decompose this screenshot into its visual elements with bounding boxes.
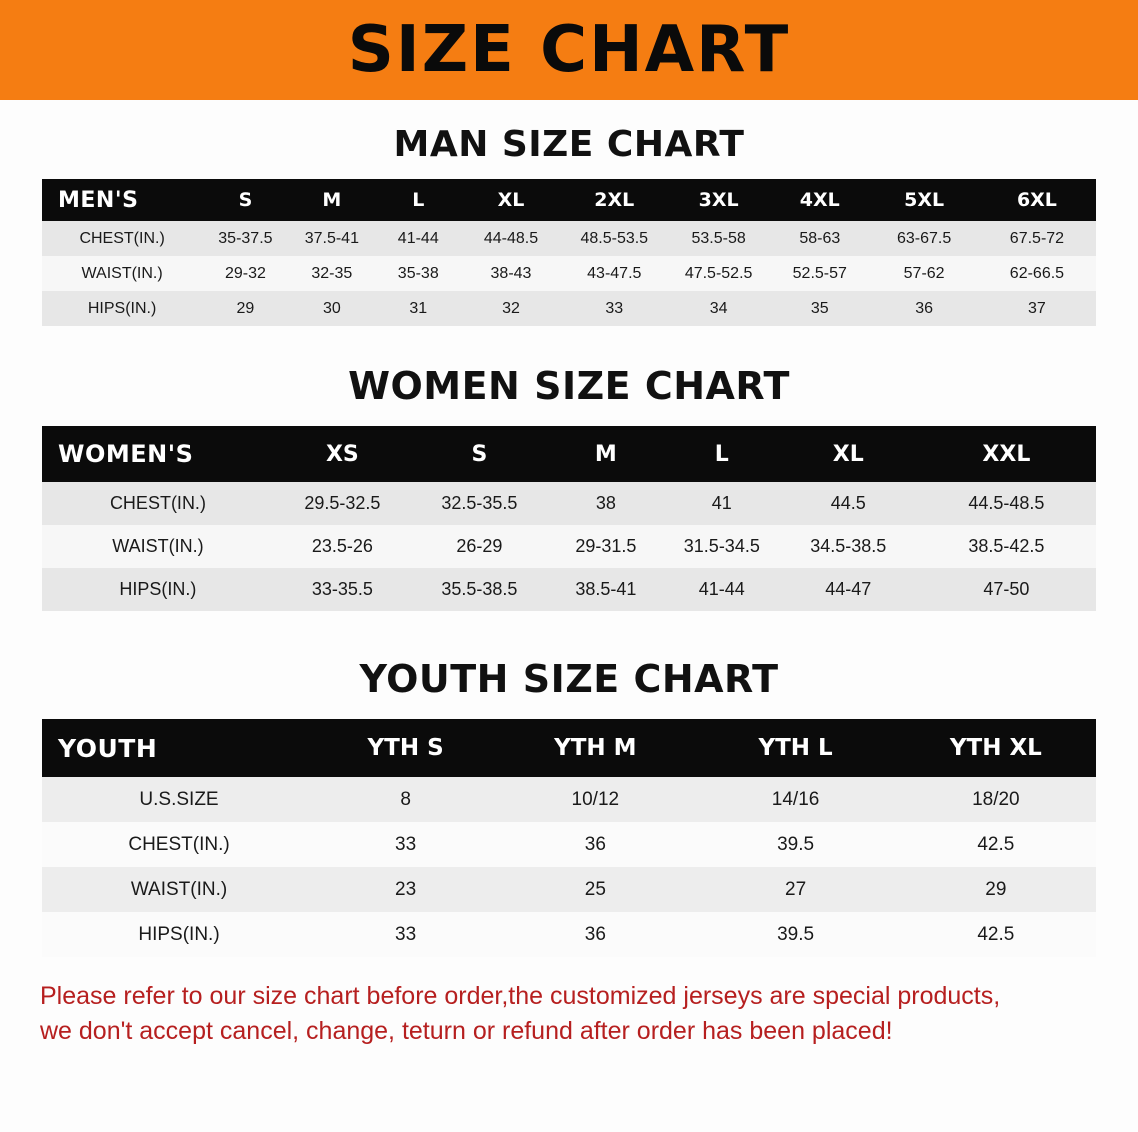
page-title: SIZE CHART — [347, 13, 791, 87]
col-header-3xl: 3XL — [698, 189, 739, 211]
cell: 32-35 — [311, 264, 353, 282]
women-table-wrap — [0, 426, 1138, 611]
col-header-m: M — [594, 441, 617, 467]
cell: 37 — [1028, 299, 1046, 317]
col-header-xl: XL — [832, 441, 864, 467]
row-header-hips: HIPS(IN.) — [138, 923, 220, 945]
page-banner — [0, 0, 1138, 100]
cell: 41-44 — [698, 579, 745, 599]
col-header-4xl: 4XL — [799, 189, 840, 211]
cell: 23.5-26 — [311, 536, 373, 556]
row-header-waist: WAIST(IN.) — [81, 264, 163, 282]
cell: 36 — [584, 923, 606, 945]
cell: 38.5-42.5 — [968, 536, 1045, 556]
cell: 31.5-34.5 — [683, 536, 760, 556]
youth-size-table — [42, 719, 1096, 957]
col-header-yth-s: YTH S — [367, 735, 444, 761]
disclaimer-note — [0, 979, 1138, 1048]
cell: 38-43 — [490, 264, 532, 282]
cell: 35.5-38.5 — [441, 579, 518, 599]
youth-table-wrap — [0, 719, 1138, 957]
col-header-yth-l: YTH L — [758, 735, 833, 761]
cell: 44-48.5 — [483, 229, 539, 247]
col-header-s: S — [471, 441, 488, 467]
cell: 35-37.5 — [218, 229, 273, 247]
cell: 34.5-38.5 — [810, 536, 887, 556]
cell: 35 — [810, 299, 829, 317]
disclaimer-line-1: Please refer to our size chart before order,the customized jerseys are special products, — [40, 982, 1001, 1010]
cell: 38 — [595, 493, 616, 513]
col-header-yth-xl: YTH XL — [949, 735, 1042, 761]
table-row — [42, 291, 1096, 326]
cell: 10/12 — [571, 788, 620, 810]
table-row — [42, 482, 1096, 525]
cell: 48.5-53.5 — [580, 229, 649, 247]
cell: 29-31.5 — [575, 536, 637, 556]
cell: 35-38 — [397, 264, 439, 282]
row-header-chest: CHEST(IN.) — [109, 493, 206, 513]
table-header-row — [42, 719, 1096, 777]
women-section-title: WOMEN SIZE CHART — [348, 364, 790, 408]
cell: 33 — [395, 923, 417, 945]
table-row — [42, 525, 1096, 568]
row-header-chest: CHEST(IN.) — [128, 833, 230, 855]
cell: 47-50 — [983, 579, 1030, 599]
cell: 39.5 — [777, 923, 815, 945]
col-header-m: M — [322, 189, 342, 211]
col-header-5xl: 5XL — [904, 189, 945, 211]
row-header-waist: WAIST(IN.) — [112, 536, 204, 556]
cell: 33 — [605, 299, 624, 317]
cell: 29.5-32.5 — [304, 493, 381, 513]
cell: 29 — [985, 878, 1007, 900]
cell: 67.5-72 — [1009, 229, 1065, 247]
cell: 37.5-41 — [304, 229, 359, 247]
row-header-chest: CHEST(IN.) — [79, 229, 165, 247]
cell: 42.5 — [977, 923, 1015, 945]
man-section-title: MAN SIZE CHART — [393, 124, 745, 165]
cell: 25 — [584, 878, 606, 900]
table-row — [42, 256, 1096, 291]
cell: 29-32 — [224, 264, 266, 282]
women-size-table — [42, 426, 1096, 611]
cell: 44.5-48.5 — [968, 493, 1045, 513]
cell: 38.5-41 — [575, 579, 637, 599]
cell: 52.5-57 — [792, 264, 847, 282]
cell: 44.5 — [830, 493, 866, 513]
cell: 41 — [711, 493, 732, 513]
cell: 18/20 — [972, 788, 1020, 810]
cell: 62-66.5 — [1009, 264, 1065, 282]
col-header-yth-m: YTH M — [554, 735, 637, 761]
col-header-youth: YOUTH — [58, 733, 158, 763]
table-header-row — [42, 179, 1096, 221]
cell: 14/16 — [771, 788, 820, 810]
youth-section-title: YOUTH SIZE CHART — [359, 657, 779, 701]
man-size-table — [42, 179, 1096, 326]
cell: 34 — [709, 299, 728, 317]
col-header-l: L — [412, 189, 425, 211]
cell: 30 — [322, 299, 341, 317]
col-header-s: S — [238, 189, 253, 211]
table-row — [42, 221, 1096, 256]
table-row — [42, 777, 1096, 822]
cell: 36 — [584, 833, 606, 855]
col-header-mens: MEN'S — [58, 187, 139, 213]
cell: 29 — [236, 299, 255, 317]
row-header-waist: WAIST(IN.) — [130, 878, 228, 900]
table-row — [42, 822, 1096, 867]
col-header-6xl: 6XL — [1016, 189, 1057, 211]
man-table-wrap — [0, 179, 1138, 326]
row-header-hips: HIPS(IN.) — [87, 299, 157, 317]
cell: 39.5 — [777, 833, 815, 855]
table-row — [42, 912, 1096, 957]
cell: 43-47.5 — [587, 264, 642, 282]
cell: 8 — [400, 788, 411, 810]
cell: 33 — [395, 833, 417, 855]
cell: 53.5-58 — [691, 229, 746, 247]
cell: 32.5-35.5 — [441, 493, 518, 513]
table-row — [42, 568, 1096, 611]
cell: 58-63 — [799, 229, 841, 247]
col-header-xs: XS — [325, 441, 359, 467]
col-header-l: L — [714, 441, 729, 467]
table-row — [42, 867, 1096, 912]
cell: 63-67.5 — [896, 229, 952, 247]
col-header-2xl: 2XL — [594, 189, 635, 211]
col-header-xl: XL — [497, 189, 525, 211]
cell: 57-62 — [903, 264, 945, 282]
cell: 26-29 — [456, 536, 503, 556]
col-header-xxl: XXL — [982, 441, 1031, 467]
cell: 44-47 — [825, 579, 872, 599]
disclaimer-line-2: we don't accept cancel, change, teturn or refund after order has been placed! — [40, 1016, 893, 1045]
cell: 42.5 — [977, 833, 1015, 855]
cell: 23 — [395, 878, 417, 900]
table-header-row — [42, 426, 1096, 482]
cell: 41-44 — [397, 229, 439, 247]
cell: 33-35.5 — [311, 579, 373, 599]
row-header-us-size: U.S.SIZE — [139, 788, 219, 810]
col-header-womens: WOMEN'S — [58, 440, 194, 468]
cell: 32 — [502, 299, 520, 317]
row-header-hips: HIPS(IN.) — [119, 579, 197, 599]
cell: 27 — [785, 878, 807, 900]
cell: 36 — [915, 299, 934, 317]
cell: 31 — [409, 299, 428, 317]
cell: 47.5-52.5 — [684, 264, 753, 282]
